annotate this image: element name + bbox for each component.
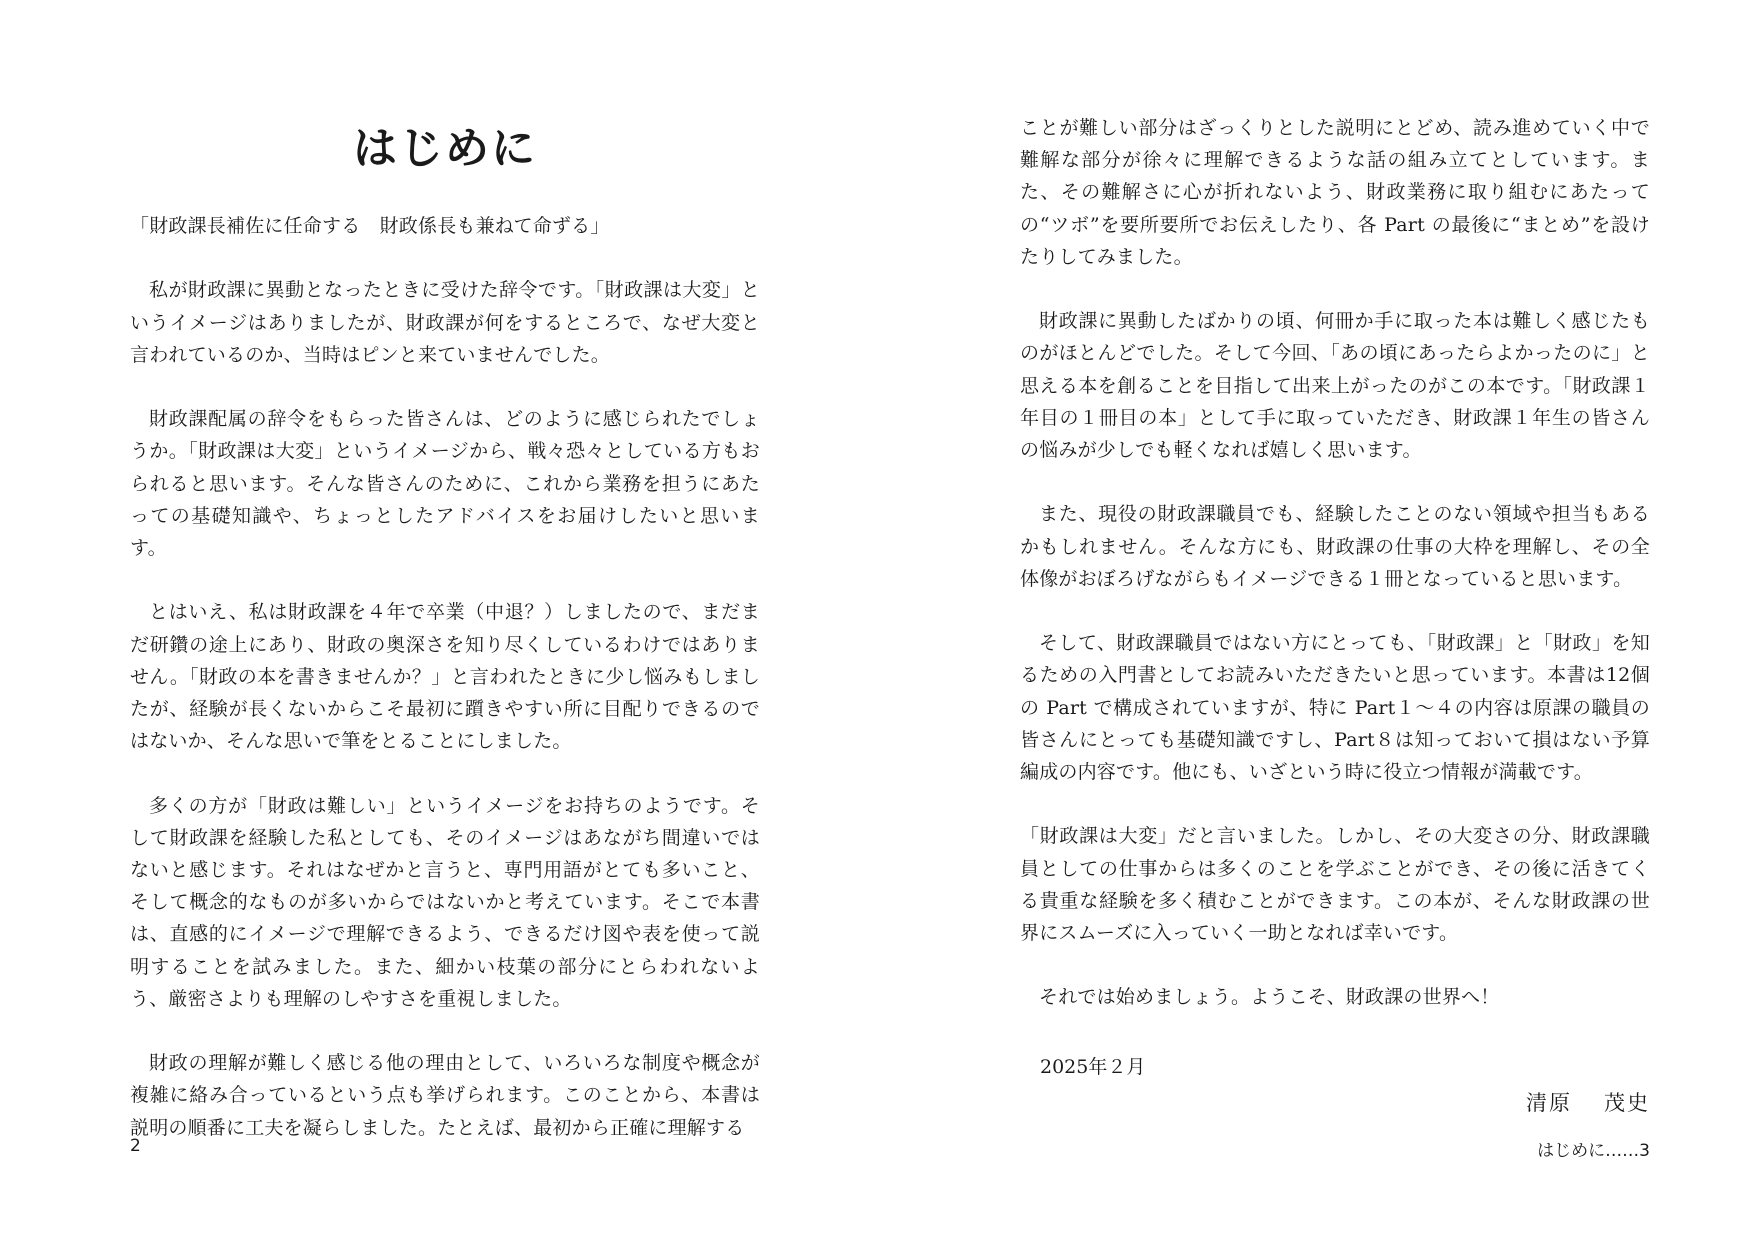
paragraph-continued: ことが難しい部分はざっくりとした説明にとどめ、読み進めていく中で難解な部分が徐々に理解できるような話の組み立てとしています。また、その難解さに心が折れないよう、財政業務に取り組むにあたっての“ツボ”を要所要所でお伝えしたり、各 Part の最後に“まとめ”を設けたりしてみました。 [1020,117,1650,268]
author-given-name: 茂史 [1604,1091,1650,1115]
paragraph: 私が財政課に異動となったときに受けた辞令です。「財政課は大変」というイメージはありましたが、財政課が何をするところで、なぜ大変と言われているのか、当時はピンと来ていませんでした。 [130,279,760,366]
left-page [0,0,877,1240]
closing-line: それでは始めましょう。ようこそ、財政課の世界へ！ [1039,986,1500,1009]
paragraph: 財政課配属の辞令をもらった皆さんは、どのように感じられたでしょうか。「財政課は大変」というイメージから、戦々恐々としている方もおられると思います。そんな皆さんのために、これから業務を担うにあたっての基礎知識や、ちょっとしたアドバイスをお届けしたいと思います。 [130,408,760,559]
appointment-quote: 「財政課長補佐に任命する 財政係長も兼ねて命ずる」 [130,215,610,237]
right-page-body [1020,112,1650,1014]
left-page-body [130,210,760,1144]
paragraph: とはいえ、私は財政課を４年で卒業（中退？）しましたので、まだまだ研鑽の途上にあり、財政の奥深さを知り尽くしているわけではありません。「財政の本を書きませんか？」と言われたときに少し悩みもしましたが、経験が長くないからこそ最初に躓きやすい所に目配りできるのではないか、そんな思いで筆をとることにしました。 [130,601,760,753]
author-family-name: 清原 [1526,1091,1572,1115]
paragraph: 財政課に異動したばかりの頃、何冊か手に取った本は難しく感じたものがほとんどでした。そして今回、「あの頃にあったらよかったのに」と思える本を創ることを目指して出来上がったのがこの本です。「財政課１年目の１冊目の本」として手に取っていただき、財政課１年生の皆さんの悩みが少しでも軽くなれば嬉しく思います。 [1020,310,1650,462]
paragraph: 「財政課は大変」だと言いました。しかし、その大変さの分、財政課職員としての仕事からは多くのことを学ぶことができ、その後に活きてくる貴重な経験を多く積むことができます。この本が、そんな財政課の世界にスムーズに入っていく一助となれば幸いです。 [1020,825,1650,945]
paragraph: 財政の理解が難しく感じる他の理由として、いろいろな制度や概念が複雑に絡み合っているという点も挙げられます。このことから、本書は説明の順番に工夫を凝らしました。たとえば、最初から正確に理解する [130,1052,760,1139]
right-page [877,0,1755,1240]
running-footer: はじめに……3 [1537,1141,1650,1161]
author-name [1526,1087,1650,1117]
paragraph: 多くの方が「財政は難しい」というイメージをお持ちのようです。そして財政課を経験した私としても、そのイメージはあながち間違いではないと感じます。それはなぜかと言うと、専門用語がとても多いこと、そして概念的なものが多いからではないかと考えています。そこで本書は、直感的にイメージで理解できるよう、できるだけ図や表を使って説明することを試みました。また、細かい枝葉の部分にとらわれないよう、厳密さよりも理解のしやすさを重視しました。 [130,794,760,1010]
date: 2025年２月 [1040,1056,1146,1078]
paragraph: そして、財政課職員ではない方にとっても、「財政課」と「財政」を知るための入門書としてお読みいただきたいと思っています。本書は12個の Part で構成されていますが、特に Part１～４の内容は原課の職員の皆さんにとっても基礎知識ですし、Part８は知っておいて損はない予算編成の内容です。他にも、いざという時に役立つ情報が満載です。 [1020,632,1650,784]
page-number: 2 [130,1136,141,1156]
page-title: はじめに [353,123,537,174]
paragraph: また、現役の財政課職員でも、経験したことのない領域や担当もあるかもしれません。そんな方にも、財政課の仕事の大枠を理解し、その全体像がおぼろげながらもイメージできる１冊となっていると思います。 [1020,503,1650,590]
